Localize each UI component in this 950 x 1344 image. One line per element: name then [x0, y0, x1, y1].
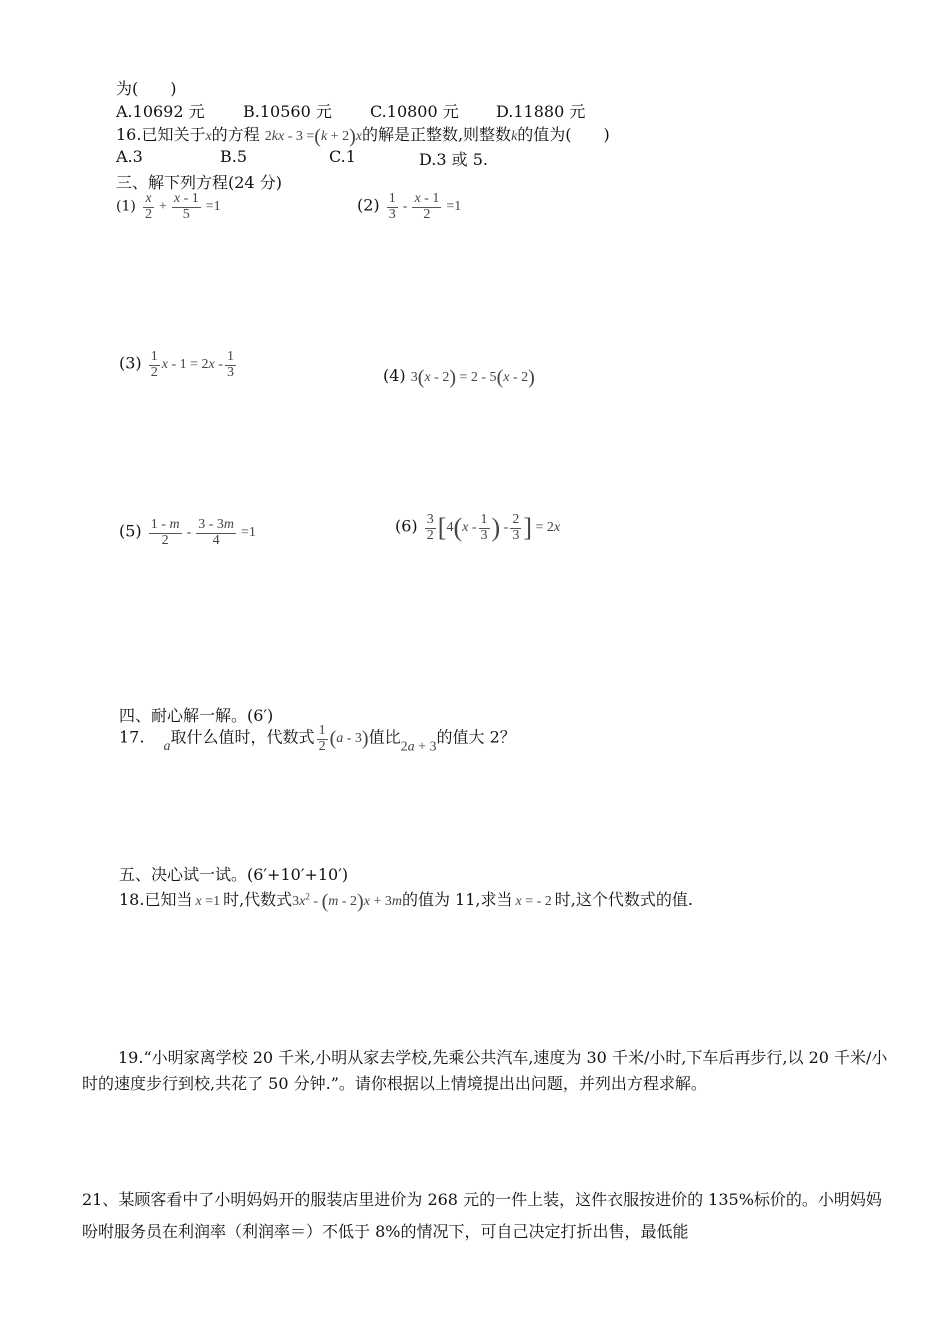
q15-option-c: C.10800 元 — [370, 102, 459, 121]
equation-6-label: (6) — [395, 516, 418, 536]
q17-text-1: 取什么值时，代数式 — [170, 727, 315, 747]
equation-4: (4) 3(x - 2) = 2 - 5(x - 2) — [383, 366, 535, 389]
equation-3: (3) $\frac{1}{2}$ x - 1 = 2x - $\frac{1}{3}$ — [119, 349, 234, 380]
q16-equation: 2kx - 3 =(k + 2)x — [264, 125, 362, 148]
q16-mid: 的方程 — [211, 125, 260, 144]
q16-option-a: A.3 — [116, 147, 143, 166]
section3-title: 三、解下列方程(24 分) — [116, 173, 282, 192]
equation-5-label: (5) — [119, 521, 142, 541]
q15-tail: 为( ) — [116, 79, 177, 98]
q16-prefix: 16.已知关于 — [116, 125, 206, 144]
equation-1-label: (1) — [116, 198, 136, 215]
q18-text-1: 18.已知当 — [119, 890, 193, 909]
q16-end: 的值为( ) — [517, 125, 610, 144]
q15-option-b: B.10560 元 — [243, 102, 332, 121]
equation-1: (1) $\frac{x}{2}$ + $\frac{x - 1}{5}$ =1 — [116, 191, 221, 222]
section4-title: 四、耐心解一解。(6′) — [119, 706, 274, 725]
q18-question: 18.已知当 x =1 时,代数式$3x^2 - (m - 2)x + 3m$的值为 11,求当 x = - 2 时,这个代数式的值. — [119, 890, 693, 913]
q16-var-k: k — [511, 129, 518, 144]
q19-paragraph: 19.“小明家离学校 20 千米,小明从家去学校,先乘公共汽车,速度为 30 千米/小时,下车后再步行,以 20 千米/小时的速度步行到校,共花了 50 分钟.”。请你根据以上情境提出出问题，并列出方程求解。 — [82, 1048, 888, 1093]
q16-option-d: D.3 或 5. — [419, 150, 488, 169]
equation-3-label: (3) — [119, 353, 142, 373]
section5-title: 五、决心试一试。(6′+10′+10′) — [119, 865, 349, 884]
q17-var-a: a — [163, 739, 171, 755]
q18-text-4: 时,这个代数式的值. — [554, 890, 693, 909]
q16-option-b: B.5 — [220, 147, 248, 166]
q18-text-3: 的值为 11,求当 — [401, 890, 513, 909]
q16-option-c: C.1 — [329, 147, 356, 166]
q18-text-2: 时,代数式 — [223, 890, 293, 909]
equation-5: (5) $\frac{1 - m}{2}$ - $\frac{3 - 3m}{4}$ =1 — [119, 517, 256, 548]
equation-2: (2) $\frac{1}{3}$ - $\frac{x - 1}{2}$ =1 — [357, 191, 462, 222]
q15-option-d: D.11880 元 — [496, 102, 586, 121]
q17-text-2: 值比 — [368, 727, 401, 747]
equation-4-label: (4) — [383, 366, 406, 385]
q17-question: 17. a取什么值时，代数式 $\frac{1}{2}$ (a - 3)值比2a + 3的值大 2？ — [119, 723, 516, 755]
q17-number: 17. — [119, 727, 145, 747]
q16-question — [116, 122, 610, 148]
q17-text-3: 的值大 2？ — [436, 727, 516, 747]
q16-suffix: 的解是正整数,则整数 — [361, 125, 512, 144]
q21-paragraph: 21、某顾客看中了小明妈妈开的服装店里进价为 268 元的一件上装，这件衣服按进价的 135%标价的。小明妈妈吩咐服务员在利润率（利润率＝）不低于 8%的情况下，可自己决定打折出售，最低能 — [82, 1190, 882, 1241]
equation-2-label: (2) — [357, 195, 380, 215]
q15-option-a: A.10692 元 — [116, 102, 205, 121]
q16-var-x: x — [205, 129, 212, 144]
equation-6: (6) $\frac{3}{2}$ [4(x - $\frac{1}{3}$ ) - $\frac{2}{3}$ ] = 2x — [395, 512, 561, 543]
